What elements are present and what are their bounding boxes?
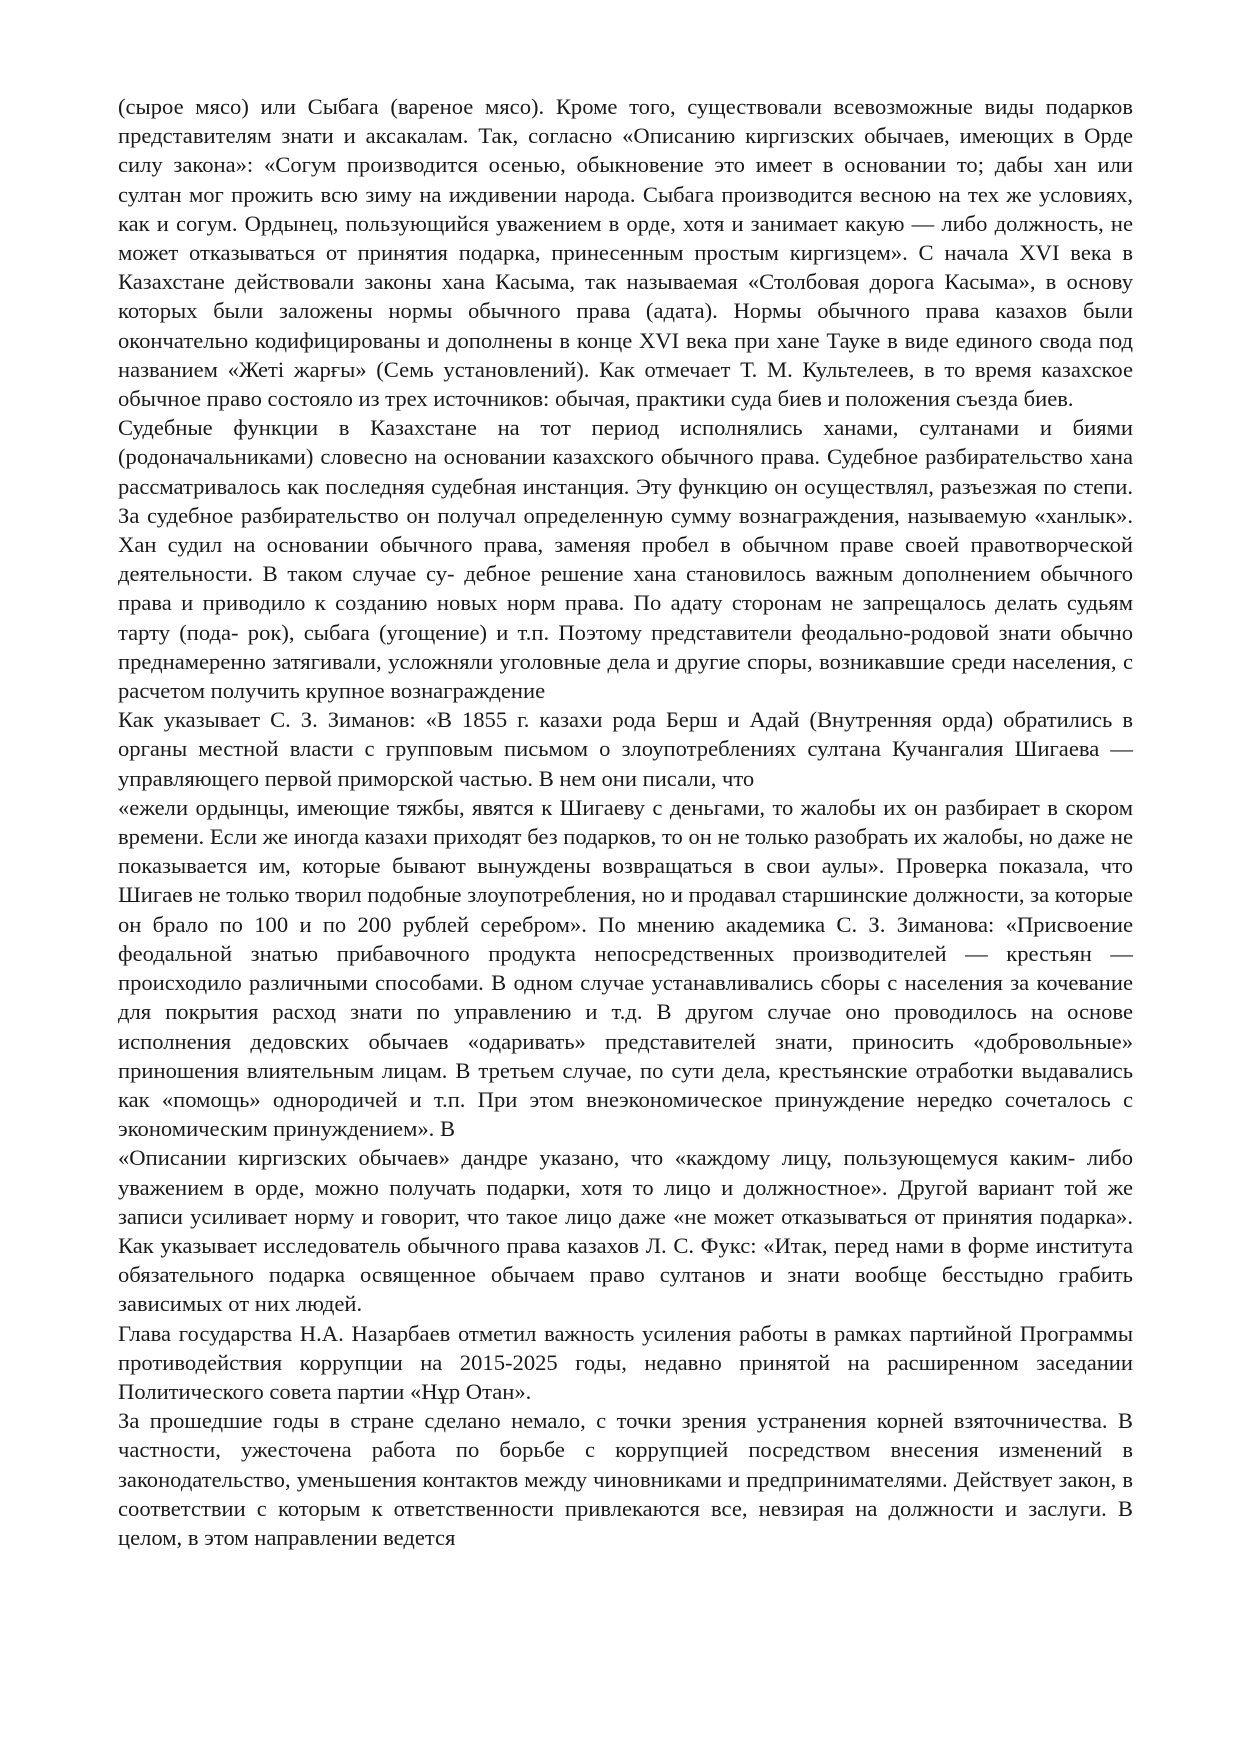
paragraph-3: Как указывает С. З. Зиманов: «В 1855 г. казахи рода Берш и Адай (Внутренняя орда) обратились в органы местной власти с групповым письмом о злоупотреблениях султана Кучангалия Шигаева — управляющего первой приморской частью. В нем они писали, что bbox=[118, 707, 1133, 791]
paragraph-7: За прошедшие годы в стране сделано немало, с точки зрения устранения корней взяточничества. В частности, ужесточена работа по борьбе с коррупцией посредством внесения изменений в законодательство, уменьшения контактов между чиновниками и предпринимателями. Действует закон, в соответствии с которым к ответственности привлекаются все, невзирая на должности и заслуги. В целом, в этом направлении ведется bbox=[118, 1408, 1133, 1550]
paragraph-4: «ежели ордынцы, имеющие тяжбы, явятся к Шигаеву с деньгами, то жалобы их он разбирает в скором времени. Если же иногда казахи приходят без подарков, то он не только разобрать их жалобы, но даже не показывается им, которые бывают вынуждены возвращаться в свои аулы». Проверка показала, что Шигаев не только творил подобные злоупотребления, но и продавал старшинские должности, за которые он брало по 100 и по 200 рублей серебром». По мнению академика С. З. Зиманова: «Присвоение феодальной знатью прибавочного продукта непосредственных производителей — крестьян — происходило различными способами. В одном случае устанавливались сборы с населения за кочевание для покрытия расход знати по управлению и т.д. В другом случае оно проводилось на основе исполнения дедовских обычаев «одаривать» представителей знати, приносить «добровольные» приношения влиятельным лицам. В третьем случае, по сути дела, крестьянские отработки выдавались как «помощь» однородичей и т.п. При этом внеэкономическое принуждение нередко сочеталось с экономическим принуждением». В bbox=[118, 794, 1133, 1142]
paragraph-6: Глава государства Н.А. Назарбаев отметил важность усиления работы в рамках партийной Программы противодействия коррупции на 2015-2025 годы, недавно принятой на расширенном заседании Политического совета партии «Нұр Отан». bbox=[118, 1320, 1133, 1404]
document-body bbox=[118, 92, 1133, 1552]
paragraph-1: (сырое мясо) или Сыбага (вареное мясо). Кроме того, существовали всевозможные виды подарков представителям знати и аксакалам. Так, согласно «Описанию киргизских обычаев, имеющих в Орде силу закона»: «Согум производится осенью, обыкновение это имеет в основании то; дабы хан или султан мог прожить всю зиму на иждивении народа. Сыбага производится весною на тех же условиях, как и согум. Ордынец, пользующийся уважением в орде, хотя и занимает какую — либо должность, не может отказываться от принятия подарка, принесенным простым киргизцем». С начала XVI века в Казахстане действовали законы хана Касыма, так называемая «Столбовая дорога Касыма», в основу которых были заложены нормы обычного права (адата). Нормы обычного права казахов были окончательно кодифицированы и дополнены в конце XVI века при хане Тауке в виде единого свода под названием «Жеті жарғы» (Семь установлений). Как отмечает Т. М. Культелеев, в то время казахское обычное право состояло из трех источников: обычая, практики суда биев и положения съезда биев. bbox=[118, 94, 1133, 412]
paragraph-5: «Описании киргизских обычаев» дандре указано, что «каждому лицу, пользующемуся каким- либо уважением в орде, можно получать подарки, хотя то лицо и должностное». Другой вариант той же записи усиливает норму и говорит, что такое лицо даже «не может отказываться от принятия подарка». Как указывает исследователь обычного права казахов Л. С. Фукс: «Итак, перед нами в форме института обязательного подарка освященное обычаем право султанов и знати вообще бесстыдно грабить зависимых от них людей. bbox=[118, 1145, 1133, 1317]
paragraph-2: Судебные функции в Казахстане на тот период исполнялись ханами, султанами и биями (родоначальниками) словесно на основании казахского обычного права. Судебное разбирательство хана рассматривалось как последняя судебная инстанция. Эту функцию он осуществлял, разъезжая по степи. За судебное разбирательство он получал определенную сумму вознаграждения, называемую «ханлык». Хан судил на основании обычного права, заменяя пробел в обычном праве своей правотворческой деятельности. В таком случае су- дебное решение хана становилось важным дополнением обычного права и приводило к созданию новых норм права. По адату сторонам не запрещалось делать судьям тарту (пода- рок), сыбага (угощение) и т.п. Поэтому представители феодально-родовой знати обычно преднамеренно затягивали, усложняли уголовные дела и другие споры, возникавшие среди населения, с расчетом получить крупное вознаграждение bbox=[118, 415, 1133, 704]
